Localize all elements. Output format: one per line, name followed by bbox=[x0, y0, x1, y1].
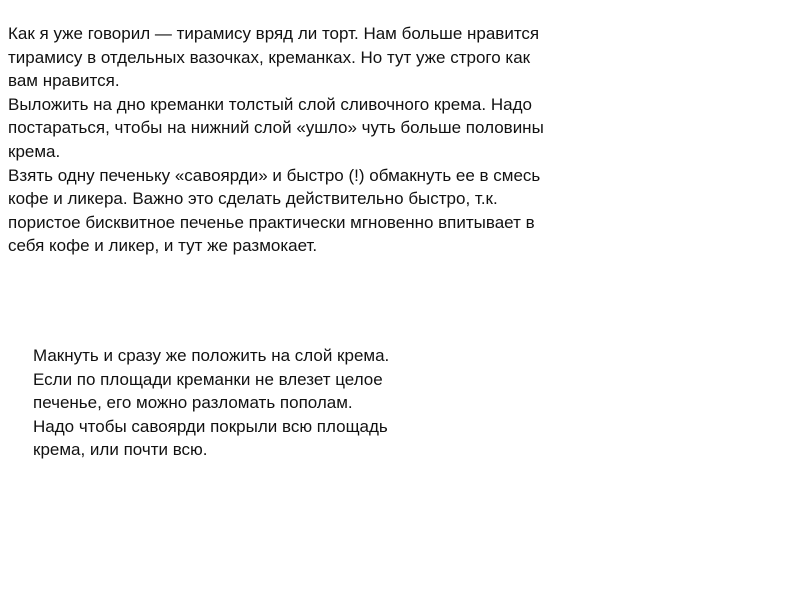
text-line: тирамису в отдельных вазочках, креманках. Но тут уже строго как bbox=[8, 47, 531, 67]
text-line: постараться, чтобы на нижний слой «ушло» чуть больше половины bbox=[8, 118, 544, 138]
text-line: вам нравится. bbox=[8, 71, 120, 91]
text-line: Надо чтобы савоярди покрыли всю площадь bbox=[33, 416, 388, 436]
recipe-text-bottom bbox=[33, 344, 473, 462]
text-line: Если по площади креманки не влезет целое bbox=[33, 369, 383, 389]
text-line: пористое бисквитное печенье практически мгновенно впитывает в bbox=[8, 212, 535, 232]
text-line: крема, или почти всю. bbox=[33, 440, 208, 460]
text-line: себя кофе и ликер, и тут же размокает. bbox=[8, 236, 318, 256]
text-line: печенье, его можно разломать пополам. bbox=[33, 393, 353, 413]
text-line: Макнуть и сразу же положить на слой крема. bbox=[33, 346, 390, 365]
text-line: Выложить на дно креманки толстый слой сливочного крема. Надо bbox=[8, 94, 532, 114]
recipe-text-top bbox=[8, 22, 622, 258]
text-line: Взять одну печеньку «савоярди» и быстро (!) обмакнуть ее в смесь bbox=[8, 165, 541, 185]
text-line: крема. bbox=[8, 141, 61, 161]
text-line: кофе и ликера. Важно это сделать действительно быстро, т.к. bbox=[8, 189, 498, 209]
text-line: Как я уже говорил — тирамису вряд ли торт. Нам больше нравится bbox=[8, 24, 540, 43]
